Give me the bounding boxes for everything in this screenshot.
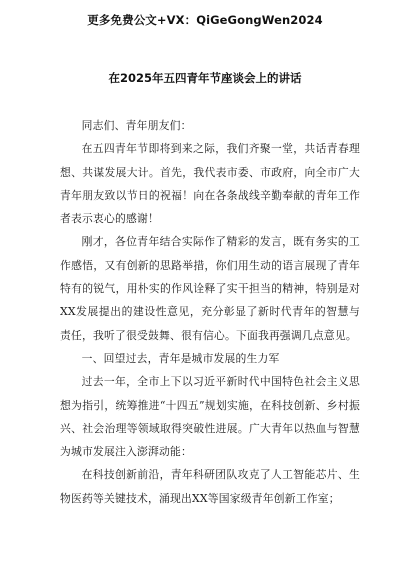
document-body [60,114,360,510]
document-title: 在2025年五四青年节座谈会上的讲话 [108,71,302,85]
paragraph-tech: 在科技创新前沿，青年科研团队攻克了人工智能芯片、生物医药等关键技术，涌现出XX等国家级青年创新工作室； [60,468,360,505]
paragraph-remarks: 刚才，各位青年结合实际作了精彩的发言，既有务实的工作感悟，又有创新的思路举措，你们用生动的语言展现了青年特有的锐气，用朴实的作风诠释了实干担当的精神，特别是对XX发展提出的建设性意见，充分彰显了新时代青年的智慧与责任，我听了很受鼓舞、很有信心。下面我再强调几点意见。 [60,235,360,342]
watermark-header: 更多免费公文+VX：QiGeGongWen2024 [87,13,323,27]
section-heading: 一、回望过去，青年是城市发展的生力军 [81,351,280,365]
paragraph-opening: 在五四青年节即将到来之际，我们齐聚一堂，共话青春理想、共谋发展大计。首先，我代表市委、市政府，向全市广大青年朋友致以节日的祝福！向在各条战线辛勤奉献的青年工作者表示衷心的感谢！ [60,142,360,226]
salutation: 同志们、青年朋友们： [81,119,192,132]
paragraph-review: 过去一年，全市上下以习近平新时代中国特色社会主义思想为指引，统筹推进“十四五”规划实施，在科技创新、乡村振兴、社会治理等领域取得突破性进展。广大青年以热血与智慧为城市发展注入澎湃动能： [60,375,360,459]
